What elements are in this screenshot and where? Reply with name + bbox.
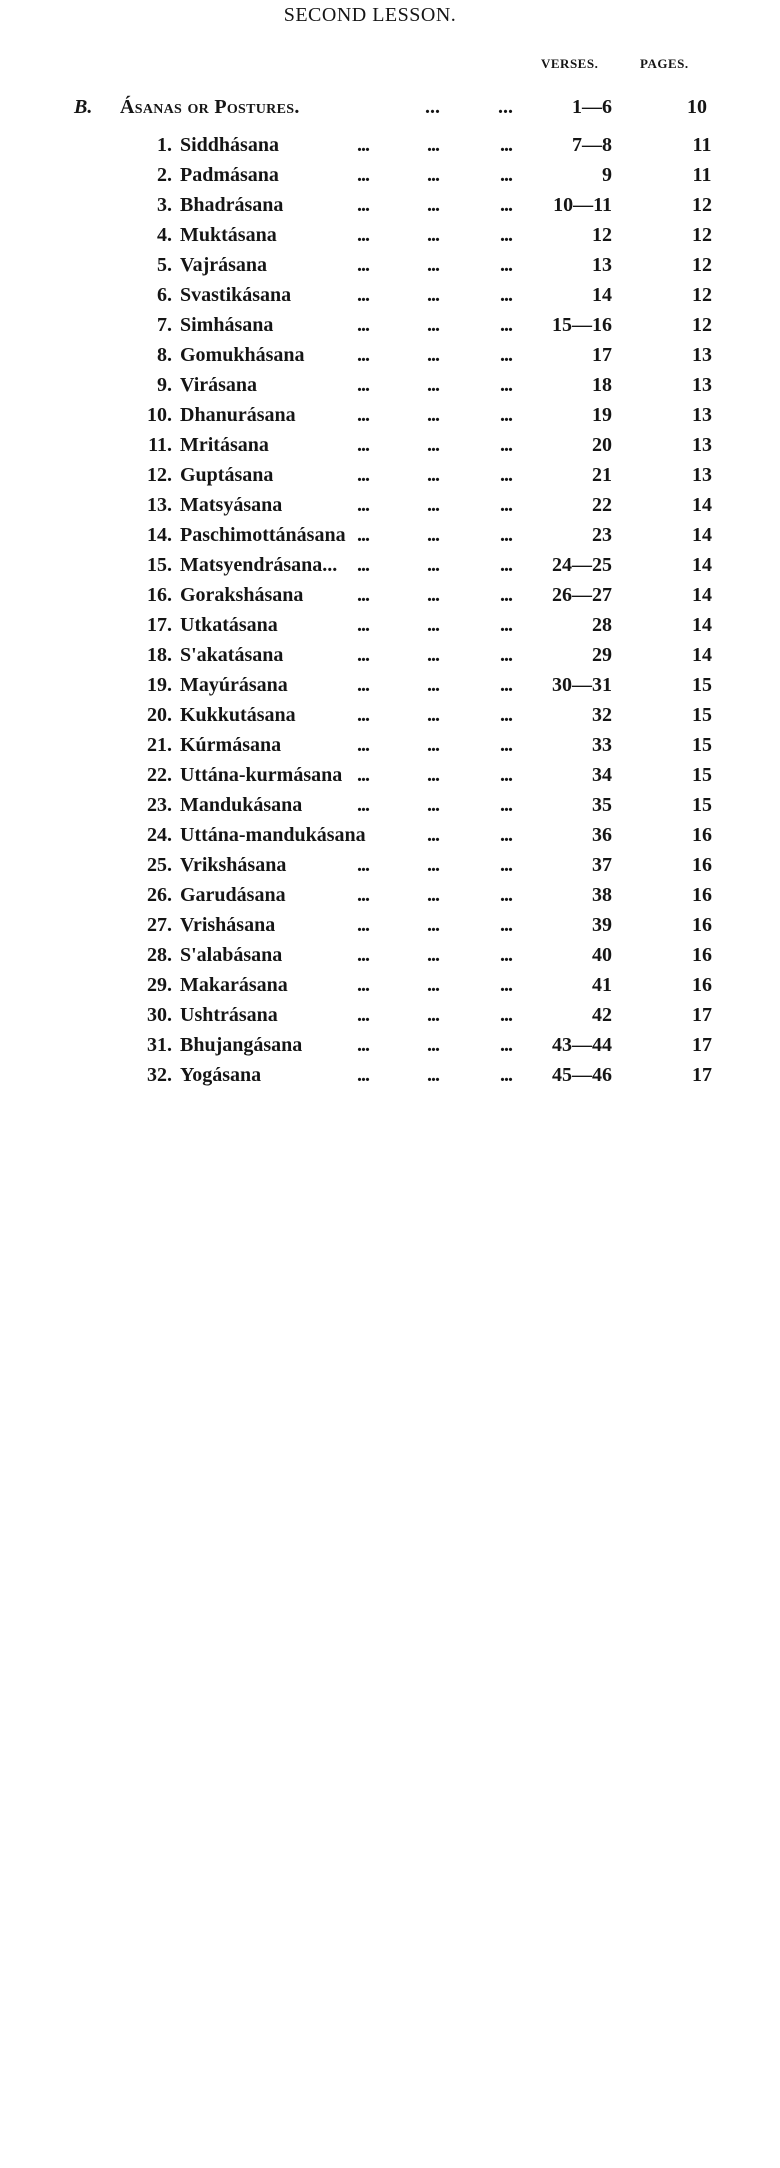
section-verses: 1—6: [572, 96, 612, 118]
leader-dots: ...: [357, 854, 369, 876]
leader-dots: ...: [357, 944, 369, 966]
leader-dots: ...: [357, 704, 369, 726]
leader-dots: ...: [357, 464, 369, 486]
section-letter: B.: [74, 96, 93, 118]
entry-name: Svastikásana: [180, 284, 292, 306]
leader-dots: ...: [427, 284, 439, 306]
entry-name: Makarásana: [180, 974, 288, 996]
entry-verses: 32: [592, 704, 612, 726]
entry-number: 8.: [157, 344, 172, 366]
entry-name: S'akatásana: [180, 644, 284, 666]
entry-page: 13: [692, 464, 712, 486]
section-page: 10: [687, 96, 707, 118]
entry-name: Mayúrásana: [180, 674, 288, 696]
leader-dots: ...: [498, 96, 513, 118]
entry-page: 12: [692, 254, 712, 276]
leader-dots: ...: [500, 644, 512, 666]
contents-entry: [0, 1030, 780, 1060]
entry-number: 7.: [157, 314, 172, 336]
entry-page: 11: [692, 134, 712, 156]
entry-name: Vrikshásana: [180, 854, 287, 876]
contents-entry: [0, 760, 780, 790]
leader-dots: ...: [427, 944, 439, 966]
contents-entry: [0, 700, 780, 730]
contents-entry: [0, 340, 780, 370]
leader-dots: ...: [427, 254, 439, 276]
leader-dots: ...: [357, 524, 369, 546]
leader-dots: ...: [427, 914, 439, 936]
entry-verses: 35: [592, 794, 612, 816]
contents-entry: [0, 580, 780, 610]
leader-dots: ...: [357, 1064, 369, 1086]
entry-name: Vrishásana: [180, 914, 276, 936]
leader-dots: ...: [357, 224, 369, 246]
entry-name: Ushtrásana: [180, 1004, 278, 1026]
leader-dots: ...: [500, 824, 512, 846]
contents-entry: [0, 280, 780, 310]
contents-entry: [0, 490, 780, 520]
entry-verses: 36: [592, 824, 612, 846]
contents-entry: [0, 1060, 780, 1090]
leader-dots: ...: [427, 164, 439, 186]
entry-verses: 29: [592, 644, 612, 666]
entry-page: 12: [692, 284, 712, 306]
contents-entry: [0, 400, 780, 430]
leader-dots: ...: [427, 584, 439, 606]
entry-number: 26.: [147, 884, 172, 906]
entry-page: 13: [692, 344, 712, 366]
leader-dots: ...: [500, 884, 512, 906]
entry-verses: 10—11: [553, 194, 612, 216]
entry-verses: 7—8: [572, 134, 612, 156]
entry-page: 17: [692, 1064, 712, 1086]
leader-dots: ...: [500, 674, 512, 696]
entry-page: 16: [692, 824, 712, 846]
contents-entry: [0, 970, 780, 1000]
contents-entry: [0, 370, 780, 400]
entry-name: Utkatásana: [180, 614, 278, 636]
leader-dots: ...: [357, 134, 369, 156]
entry-number: 24.: [147, 824, 172, 846]
entry-number: 3.: [157, 194, 172, 216]
leader-dots: ...: [427, 314, 439, 336]
leader-dots: ...: [427, 374, 439, 396]
leader-dots: ...: [500, 164, 512, 186]
contents-entry: [0, 910, 780, 940]
leader-dots: ...: [500, 794, 512, 816]
leader-dots: ...: [427, 884, 439, 906]
entry-name: Mritásana: [180, 434, 269, 456]
leader-dots: ...: [427, 1004, 439, 1026]
entry-name: Matsyendrásana...: [180, 554, 338, 576]
leader-dots: ...: [357, 164, 369, 186]
entry-verses: 12: [592, 224, 612, 246]
entry-page: 14: [692, 554, 712, 576]
contents-entry: [0, 550, 780, 580]
entry-page: 14: [692, 614, 712, 636]
leader-dots: ...: [427, 674, 439, 696]
entry-name: Garudásana: [180, 884, 286, 906]
leader-dots: ...: [357, 284, 369, 306]
leader-dots: ...: [427, 554, 439, 576]
leader-dots: ...: [357, 644, 369, 666]
leader-dots: ...: [500, 974, 512, 996]
entry-number: 21.: [147, 734, 172, 756]
entry-name: Kúrmásana: [180, 734, 282, 756]
leader-dots: ...: [357, 404, 369, 426]
entry-verses: 37: [592, 854, 612, 876]
entry-number: 18.: [147, 644, 172, 666]
leader-dots: ...: [357, 314, 369, 336]
leader-dots: ...: [357, 554, 369, 576]
entry-page: 15: [692, 674, 712, 696]
verses-column-header: VERSES.: [541, 56, 599, 71]
leader-dots: ...: [357, 794, 369, 816]
entry-name: Uttána-kurmásana: [180, 764, 343, 786]
leader-dots: ...: [500, 254, 512, 276]
leader-dots: ...: [357, 344, 369, 366]
leader-dots: ...: [427, 974, 439, 996]
leader-dots: ...: [427, 1034, 439, 1056]
entry-page: 16: [692, 974, 712, 996]
entry-verses: 30—31: [552, 674, 612, 696]
contents-entry: [0, 1000, 780, 1030]
entry-verses: 41: [592, 974, 612, 996]
contents-entry: [0, 160, 780, 190]
entry-verses: 20: [592, 434, 612, 456]
contents-entry: [0, 190, 780, 220]
entry-verses: 21: [592, 464, 612, 486]
leader-dots: ...: [500, 1034, 512, 1056]
entry-name: Gomukhásana: [180, 344, 305, 366]
leader-dots: ...: [357, 494, 369, 516]
entry-page: 16: [692, 914, 712, 936]
entry-verses: 33: [592, 734, 612, 756]
entry-name: Guptásana: [180, 464, 274, 486]
entry-page: 13: [692, 434, 712, 456]
entry-name: Siddhásana: [180, 134, 279, 156]
entry-number: 20.: [147, 704, 172, 726]
leader-dots: ...: [500, 314, 512, 336]
leader-dots: ...: [357, 974, 369, 996]
entry-number: 23.: [147, 794, 172, 816]
contents-entry: [0, 730, 780, 760]
entry-page: 13: [692, 404, 712, 426]
lesson-title: SECOND LESSON.: [283, 4, 457, 26]
leader-dots: ...: [427, 704, 439, 726]
contents-list: [0, 130, 780, 1090]
entry-name: Kukkutásana: [180, 704, 296, 726]
entry-verses: 39: [592, 914, 612, 936]
contents-entry: [0, 310, 780, 340]
leader-dots: ...: [357, 884, 369, 906]
entry-name: Mandukásana: [180, 794, 303, 816]
entry-verses: 38: [592, 884, 612, 906]
leader-dots: ...: [500, 374, 512, 396]
leader-dots: ...: [500, 404, 512, 426]
contents-entry: [0, 940, 780, 970]
contents-entry: [0, 820, 780, 850]
entry-number: 32.: [147, 1064, 172, 1086]
leader-dots: ...: [500, 494, 512, 516]
entry-number: 12.: [147, 464, 172, 486]
entry-number: 5.: [157, 254, 172, 276]
entry-page: 15: [692, 764, 712, 786]
entry-page: 12: [692, 194, 712, 216]
entry-number: 29.: [147, 974, 172, 996]
entry-verses: 13: [592, 254, 612, 276]
leader-dots: ...: [357, 734, 369, 756]
contents-entry: [0, 220, 780, 250]
leader-dots: ...: [427, 764, 439, 786]
entry-page: 17: [692, 1004, 712, 1026]
entry-number: 27.: [147, 914, 172, 936]
entry-page: 15: [692, 794, 712, 816]
entry-name: Gorakshásana: [180, 584, 304, 606]
entry-number: 16.: [147, 584, 172, 606]
contents-entry: [0, 460, 780, 490]
leader-dots: ...: [425, 96, 440, 118]
entry-verses: 9: [602, 164, 612, 186]
entry-number: 11.: [148, 434, 172, 456]
contents-entry: [0, 880, 780, 910]
entry-number: 17.: [147, 614, 172, 636]
entry-page: 14: [692, 494, 712, 516]
entry-number: 14.: [147, 524, 172, 546]
entry-page: 12: [692, 224, 712, 246]
contents-entry: [0, 130, 780, 160]
leader-dots: ...: [500, 464, 512, 486]
section-heading-row: [0, 96, 780, 122]
leader-dots: ...: [500, 134, 512, 156]
entry-name: Bhujangásana: [180, 1034, 303, 1056]
contents-entry: [0, 640, 780, 670]
leader-dots: ...: [500, 434, 512, 456]
entry-page: 16: [692, 854, 712, 876]
leader-dots: ...: [427, 614, 439, 636]
entry-verses: 14: [592, 284, 612, 306]
entry-number: 25.: [147, 854, 172, 876]
leader-dots: ...: [357, 434, 369, 456]
entry-page: 11: [692, 164, 712, 186]
contents-entry: [0, 670, 780, 700]
leader-dots: ...: [500, 1064, 512, 1086]
leader-dots: ...: [500, 734, 512, 756]
leader-dots: ...: [500, 524, 512, 546]
leader-dots: ...: [357, 674, 369, 696]
leader-dots: ...: [357, 374, 369, 396]
column-headers: [0, 56, 780, 76]
entry-verses: 24—25: [552, 554, 612, 576]
entry-page: 13: [692, 374, 712, 396]
entry-number: 22.: [147, 764, 172, 786]
leader-dots: ...: [357, 1004, 369, 1026]
leader-dots: ...: [500, 764, 512, 786]
contents-entry: [0, 790, 780, 820]
contents-entry: [0, 520, 780, 550]
entry-name: Uttána-mandukásana: [180, 824, 366, 846]
leader-dots: ...: [357, 614, 369, 636]
leader-dots: ...: [427, 824, 439, 846]
entry-number: 15.: [147, 554, 172, 576]
entry-number: 1.: [157, 134, 172, 156]
entry-verses: 42: [592, 1004, 612, 1026]
entry-name: Vajrásana: [180, 254, 268, 276]
entry-number: 6.: [157, 284, 172, 306]
entry-page: 16: [692, 884, 712, 906]
leader-dots: ...: [427, 194, 439, 216]
leader-dots: ...: [427, 344, 439, 366]
entry-page: 14: [692, 524, 712, 546]
entry-page: 14: [692, 584, 712, 606]
entry-number: 30.: [147, 1004, 172, 1026]
leader-dots: ...: [500, 914, 512, 936]
entry-name: Muktásana: [180, 224, 277, 246]
entry-verses: 28: [592, 614, 612, 636]
pages-column-header: PAGES.: [640, 56, 689, 71]
entry-number: 10.: [147, 404, 172, 426]
entry-name: Yogásana: [180, 1064, 262, 1086]
leader-dots: ...: [427, 464, 439, 486]
entry-page: 14: [692, 644, 712, 666]
leader-dots: ...: [500, 584, 512, 606]
entry-name: Paschimottánásana: [180, 524, 346, 546]
leader-dots: ...: [427, 494, 439, 516]
entry-name: Simhásana: [180, 314, 274, 336]
entry-number: 31.: [147, 1034, 172, 1056]
contents-entry: [0, 610, 780, 640]
leader-dots: ...: [427, 644, 439, 666]
leader-dots: ...: [427, 854, 439, 876]
entry-verses: 17: [592, 344, 612, 366]
entry-verses: 22: [592, 494, 612, 516]
contents-entry: [0, 250, 780, 280]
leader-dots: ...: [357, 194, 369, 216]
entry-name: Matsyásana: [180, 494, 283, 516]
leader-dots: ...: [357, 764, 369, 786]
contents-entry: [0, 430, 780, 460]
leader-dots: ...: [500, 614, 512, 636]
contents-entry: [0, 850, 780, 880]
leader-dots: ...: [427, 134, 439, 156]
leader-dots: ...: [500, 194, 512, 216]
entry-page: 17: [692, 1034, 712, 1056]
entry-number: 19.: [147, 674, 172, 696]
leader-dots: ...: [357, 1034, 369, 1056]
leader-dots: ...: [427, 404, 439, 426]
leader-dots: ...: [500, 554, 512, 576]
entry-page: 15: [692, 734, 712, 756]
entry-number: 2.: [157, 164, 172, 186]
entry-verses: 18: [592, 374, 612, 396]
entry-page: 16: [692, 944, 712, 966]
section-heading: Ásanas or Postures.: [120, 96, 300, 118]
leader-dots: ...: [427, 1064, 439, 1086]
leader-dots: ...: [500, 944, 512, 966]
entry-verses: 23: [592, 524, 612, 546]
leader-dots: ...: [500, 224, 512, 246]
leader-dots: ...: [357, 584, 369, 606]
entry-verses: 43—44: [552, 1034, 612, 1056]
entry-verses: 19: [592, 404, 612, 426]
entry-name: Dhanurásana: [180, 404, 296, 426]
leader-dots: ...: [427, 524, 439, 546]
entry-verses: 15—16: [552, 314, 612, 336]
leader-dots: ...: [500, 854, 512, 876]
entry-page: 15: [692, 704, 712, 726]
entry-number: 13.: [147, 494, 172, 516]
entry-verses: 40: [592, 944, 612, 966]
entry-number: 4.: [157, 224, 172, 246]
entry-page: 12: [692, 314, 712, 336]
entry-name: Padmásana: [180, 164, 279, 186]
entry-number: 9.: [157, 374, 172, 396]
entry-name: S'alabásana: [180, 944, 283, 966]
leader-dots: ...: [357, 914, 369, 936]
leader-dots: ...: [500, 284, 512, 306]
entry-number: 28.: [147, 944, 172, 966]
leader-dots: ...: [427, 734, 439, 756]
entry-name: Virásana: [180, 374, 258, 396]
entry-verses: 26—27: [552, 584, 612, 606]
entry-verses: 45—46: [552, 1064, 612, 1086]
leader-dots: ...: [500, 344, 512, 366]
leader-dots: ...: [357, 254, 369, 276]
leader-dots: ...: [500, 1004, 512, 1026]
entry-verses: 34: [592, 764, 612, 786]
leader-dots: ...: [427, 224, 439, 246]
leader-dots: ...: [500, 704, 512, 726]
leader-dots: ...: [427, 434, 439, 456]
entry-name: Bhadrásana: [180, 194, 284, 216]
leader-dots: ...: [427, 794, 439, 816]
